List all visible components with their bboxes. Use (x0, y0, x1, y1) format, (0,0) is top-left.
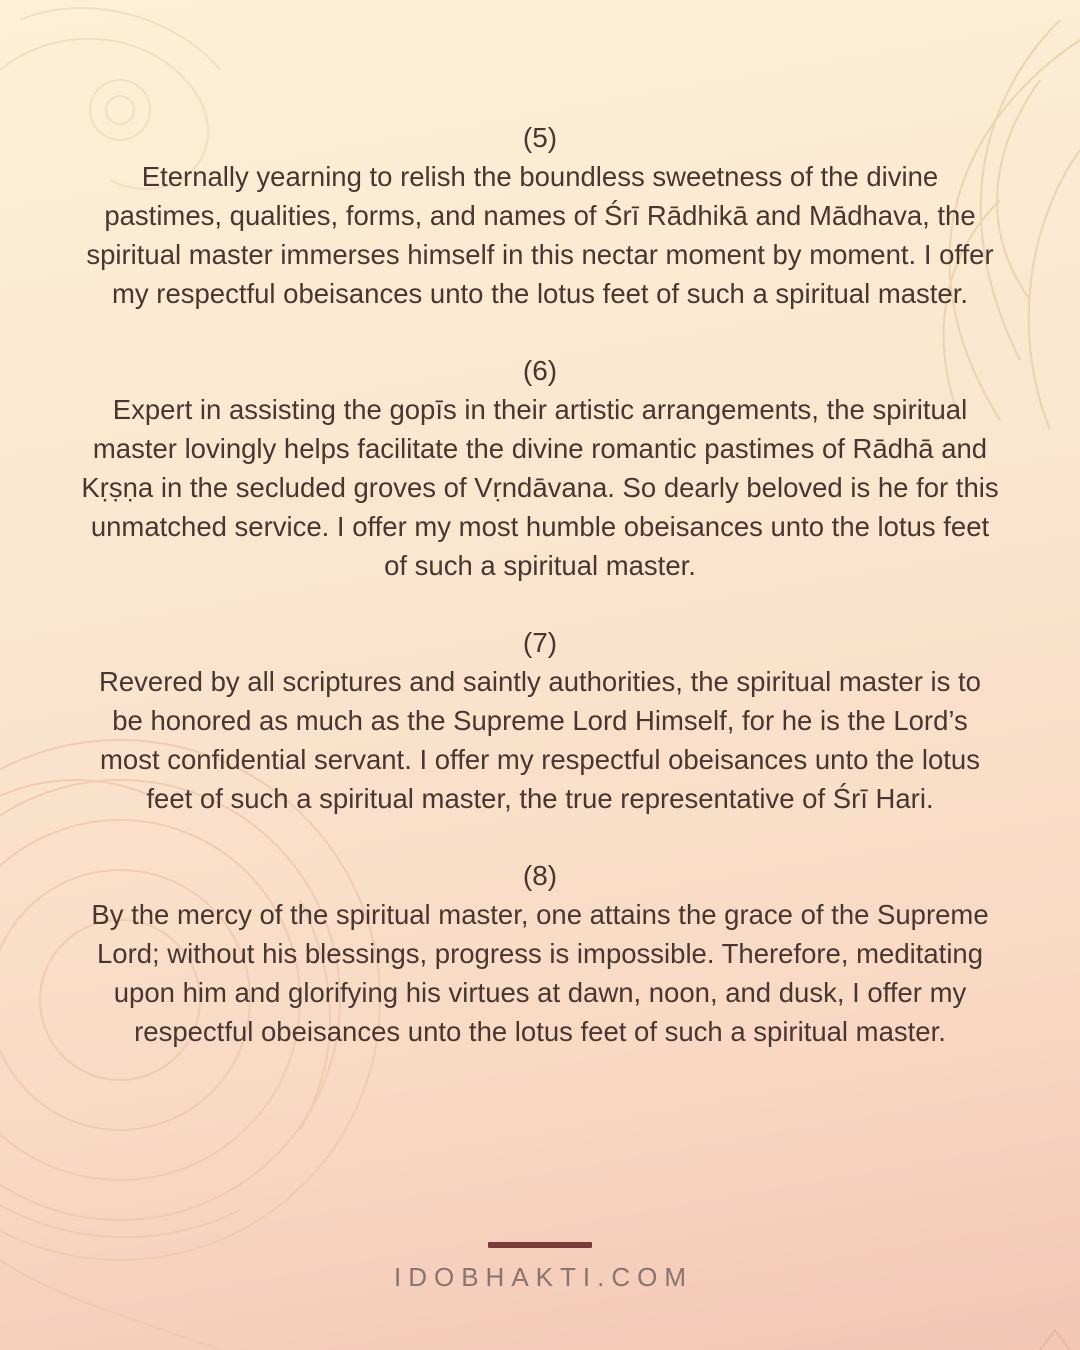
verse-5 (80, 118, 1000, 313)
verse-text: Revered by all scriptures and saintly authorities, the spiritual master is to be honored as much as the Supreme Lord Himself, for he is the Lord’s most confidential servant. I offer my respectful obeisances unto the lotus feet of such a spiritual master, the true representative of Śrī Hari. (99, 666, 981, 814)
verse-text: Eternally yearning to relish the boundless sweetness of the divine pastimes, qualities, forms, and names of Śrī Rādhikā and Mādhava, the spiritual master immerses himself in this nectar moment by moment. I offer my respectful obeisances unto the lotus feet of such a spiritual master. (86, 161, 994, 309)
verse-number: (6) (522, 355, 558, 386)
footer-divider (488, 1242, 592, 1248)
verse-text: Expert in assisting the gopīs in their artistic arrangements, the spiritual master lovingly helps facilitate the divine romantic pastimes of Rādhā and Kṛṣṇa in the secluded groves of Vṛndāvana. So dearly beloved is he for this unmatched service. I offer my most humble obeisances unto the lotus feet of such a spiritual master. (81, 394, 999, 581)
verse-8 (80, 856, 1000, 1051)
verse-number: (7) (522, 627, 558, 658)
corner-mark-bottom-right (1040, 1330, 1070, 1350)
verse-7 (80, 623, 1000, 818)
verse-number: (5) (522, 122, 558, 153)
verses-container (80, 118, 1000, 1089)
verse-6 (80, 351, 1000, 585)
website-url[interactable]: IDOBHAKTI.COM (393, 1262, 693, 1292)
verse-number: (8) (522, 860, 558, 891)
verse-text: By the mercy of the spiritual master, one attains the grace of the Supreme Lord; without his blessings, progress is impossible. Therefore, meditating upon him and glorifying his virtues at dawn, noon, and dusk, I offer my respectful obeisances unto the lotus feet of such a spiritual master. (91, 899, 989, 1047)
